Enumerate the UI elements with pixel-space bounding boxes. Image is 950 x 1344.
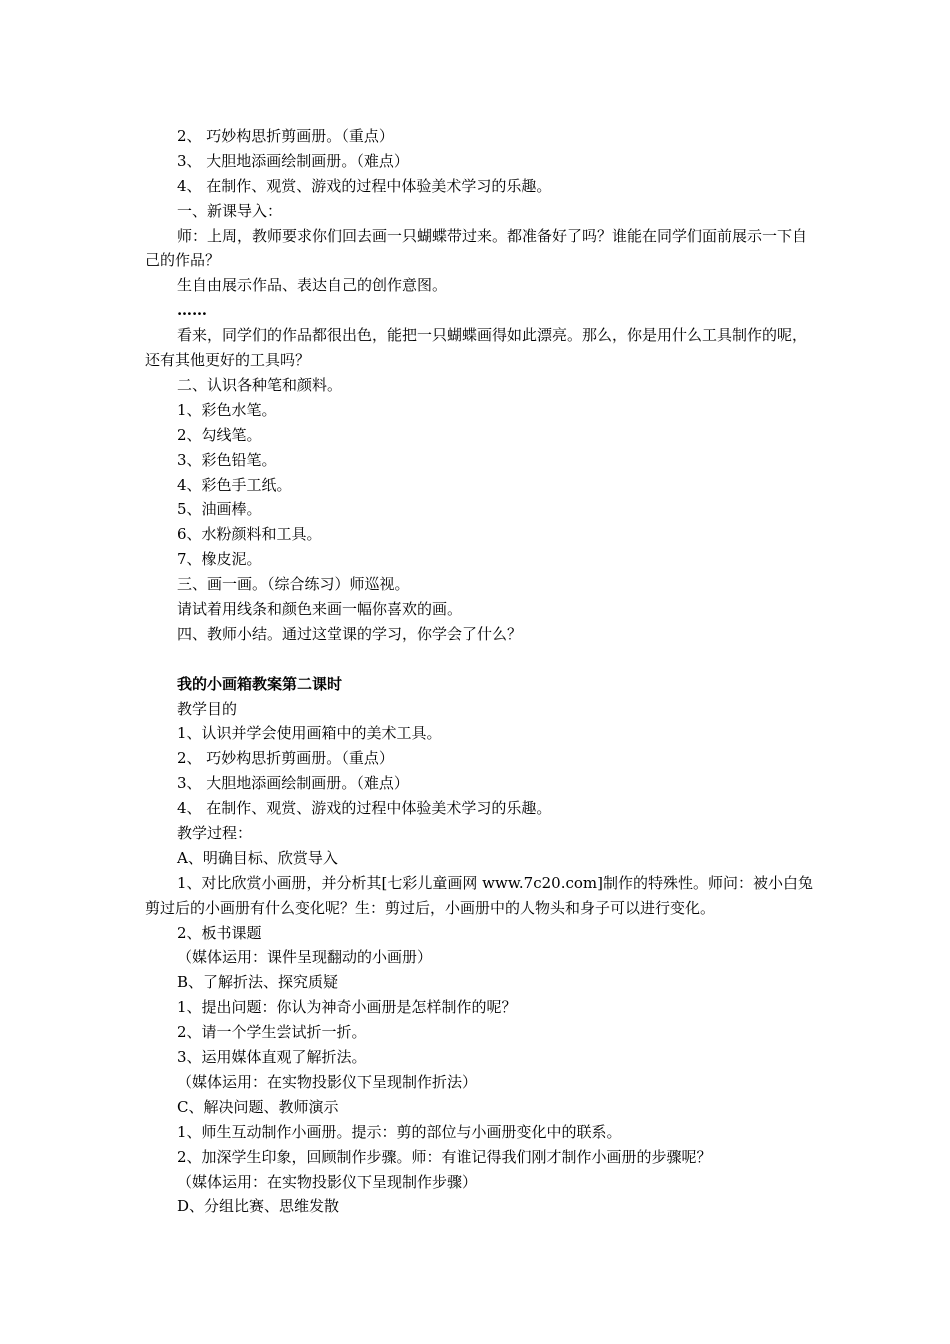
list-item: 6、水粉颜料和工具。: [177, 525, 322, 544]
paragraph: 看来，同学们的作品都很出色，能把一只蝴蝶画得如此漂亮。那么，你是用什么工具制作的呢，还有其他更好的工具吗？: [145, 326, 808, 370]
text-line: 4、 在制作、观赏、游戏的过程中体验美术学习的乐趣。: [177, 176, 552, 195]
text-line: 1、提出问题：你认为神奇小画册是怎样制作的呢？: [177, 998, 517, 1017]
list-item: 1、认识并学会使用画箱中的美术工具。: [177, 724, 442, 743]
text-line: 教学目的: [177, 699, 238, 718]
list-item: 3、 大胆地添画绘制画册。（难点）: [177, 774, 409, 793]
list-item: 1、彩色水笔。: [177, 400, 277, 419]
text-line: C、解决问题、教师演示: [177, 1097, 339, 1116]
list-item: 4、 在制作、观赏、游戏的过程中体验美术学习的乐趣。: [177, 799, 552, 818]
text-line: 二、认识各种笔和颜料。: [177, 375, 343, 394]
text-line: 2、板书课题: [177, 923, 262, 942]
text-line: D、分组比赛、思维发散: [177, 1197, 340, 1216]
text-line: 四、教师小结。通过这堂课的学习，你学会了什么？: [177, 624, 523, 643]
text-line: B、了解折法、探究质疑: [177, 973, 339, 992]
text-line: 1、师生互动制作小画册。提示：剪的部位与小画册变化中的联系。: [177, 1122, 622, 1141]
text-line: 2、加深学生印象，回顾制作步骤。师：有谁记得我们刚才制作小画册的步骤呢？: [177, 1147, 712, 1166]
text-line: （媒体运用：在实物投影仪下呈现制作步骤）: [177, 1172, 478, 1191]
list-item: 5、油画棒。: [177, 500, 262, 519]
text-line: A、明确目标、欣赏导入: [177, 848, 338, 867]
text-line: （媒体运用：在实物投影仪下呈现制作折法）: [177, 1072, 478, 1091]
document-body: [145, 124, 815, 1219]
text-line: （媒体运用：课件呈现翻动的小画册）: [177, 948, 433, 967]
text-line: 教学过程：: [177, 824, 253, 842]
text-line: 2、请一个学生尝试折一折。: [177, 1023, 367, 1042]
text-line: 2、 巧妙构思折剪画册。（重点）: [177, 127, 394, 145]
paragraph: 师：上周，教师要求你们回去画一只蝴蝶带过来。都准备好了吗？谁能在同学们面前展示一下自己的作品？: [145, 226, 808, 270]
text-line: 一、新课导入：: [177, 201, 283, 220]
text-line: 3、运用媒体直观了解折法。: [177, 1048, 367, 1067]
spacer: [145, 647, 815, 672]
list-item: 4、彩色手工纸。: [177, 475, 292, 494]
text-line: 三、画一画。（综合练习）师巡视。: [177, 575, 410, 594]
section-title: 我的小画箱教案第二课时: [177, 674, 343, 693]
ellipsis-line: ……: [177, 301, 207, 320]
list-item: 3、彩色铅笔。: [177, 450, 277, 469]
list-item: 2、 巧妙构思折剪画册。（重点）: [177, 749, 394, 768]
text-line: 请试着用线条和颜色来画一幅你喜欢的画。: [177, 599, 463, 618]
text-line: 3、 大胆地添画绘制画册。（难点）: [177, 151, 409, 170]
list-item: 7、橡皮泥。: [177, 550, 262, 569]
paragraph: 1、对比欣赏小画册，并分析其[七彩儿童画网 www.7c20.com]制作的特殊性。师问：被小白兔剪过后的小画册有什么变化呢？生：剪过后，小画册中的人物头和身子可以进行变化。: [145, 873, 813, 917]
text-line: 生自由展示作品、表达自己的创作意图。: [177, 276, 448, 295]
list-item: 2、勾线笔。: [177, 425, 262, 444]
